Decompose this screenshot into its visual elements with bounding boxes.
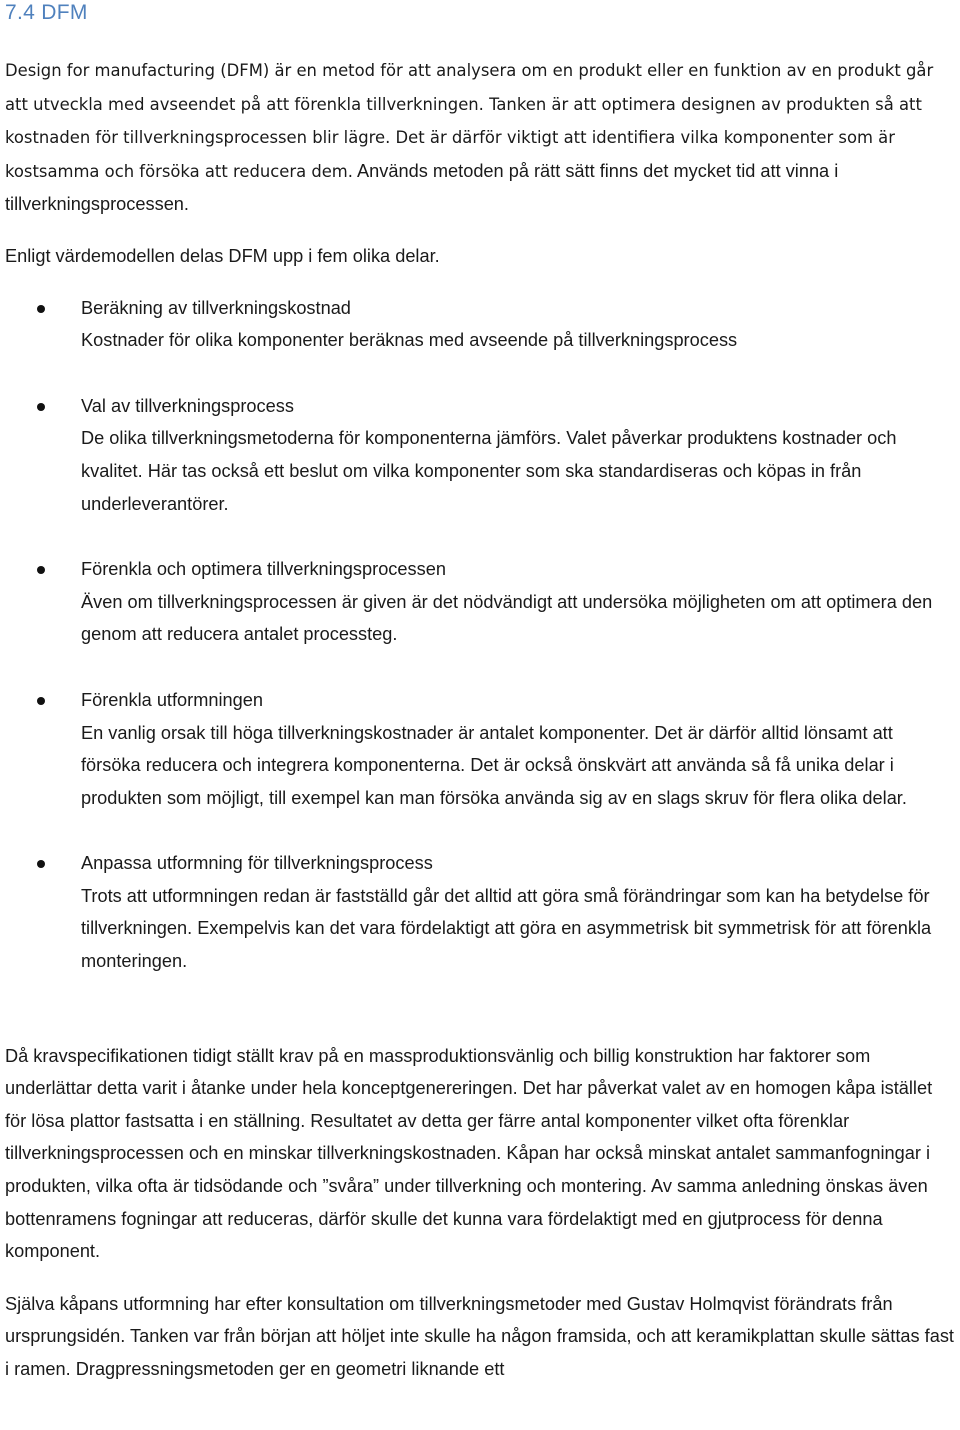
- body-paragraph-last: Själva kåpans utformning har efter konsultation om tillverkningsmetoder med Gustav Holmqvist förändrats från ursprungsidén. Tanken var från början att höljet inte skulle ha någon framsida, och att keramikplattan skulle sättas fast i ramen. Dragpressningsmetoden ger en geometri liknande ett: [5, 1293, 954, 1379]
- dfm-parts-list: [5, 292, 957, 978]
- list-item: [5, 847, 957, 977]
- list-item-description: En vanlig orsak till höga tillverkningskostnader är antalet komponenter. Det är därför alltid lönsamt att försöka reducera och integrera komponenterna. Det är också önskvärt att använda så få unika delar i produkten som möjligt, till exempel kan man försöka använda sig av en slags skruv för flera olika delar.: [81, 722, 907, 808]
- list-item-title: Beräkning av tillverkningskostnad: [81, 297, 351, 318]
- list-item-description: Även om tillverkningsprocessen är given är det nödvändigt att undersöka möjligheten om att optimera den genom att reducera antalet processteg.: [81, 591, 933, 645]
- list-item: [5, 390, 957, 520]
- intro-text-part1: Design for manufacturing (DFM) är en metod för att analysera om en produkt eller en funktion av en produkt går att utveckla med avseendet på att förenkla tillverkningen. Tanken är att optimera designen av produkten så att kostnaden för tillverkningsprocessen blir lägre. Det är därför viktigt att identifiera vilka komponenter som är kostsamma och försöka att reducera dem.: [5, 61, 934, 181]
- bullet-dot-icon: [37, 860, 45, 868]
- list-item-title: Val av tillverkningsprocess: [81, 395, 294, 416]
- list-item-title: Förenkla och optimera tillverkningsprocessen: [81, 559, 446, 580]
- list-item: [5, 292, 957, 357]
- bullet-dot-icon: [37, 566, 45, 574]
- list-item-title: Anpassa utformning för tillverkningsprocess: [81, 853, 433, 874]
- lead-paragraph: Enligt värdemodellen delas DFM upp i fem olika delar.: [5, 245, 440, 266]
- list-item-description: De olika tillverkningsmetoderna för komponenterna jämförs. Valet påverkar produktens kostnader och kvalitet. Här tas också ett beslut om vilka komponenter som ska standardiseras och köpas in från underleverantörer.: [81, 428, 897, 514]
- intro-text-part2: Används metoden på rätt sätt finns det mycket tid att vinna i tillverkningsprocessen.: [5, 160, 839, 215]
- list-item-description: Kostnader för olika komponenter beräknas med avseende på tillverkningsprocess: [81, 330, 738, 351]
- bullet-dot-icon: [37, 403, 45, 411]
- body-paragraph: Då kravspecifikationen tidigt ställt krav på en massproduktionsvänlig och billig konstruktion har faktorer som underlättar detta varit i åtanke under hela konceptgenereringen. Det har påverkat valet av en homogen kåpa istället för lösa plattor fastsatta i en ställning. Resultatet av detta ger färre antal komponenter vilket ofta förenklar tillverkningsprocessen och en minskar tillverkningskostnaden. Kåpan har också minskat antalet sammanfogningar i produkten, vilka ofta är tidsödande och ”svåra” under tillverkning och montering. Av samma anledning önskas även bottenramens fogningar att reduceras, därför skulle det kunna vara fördelaktigt med en gjutprocess för denna komponent.: [5, 1045, 933, 1262]
- bullet-dot-icon: [37, 305, 45, 313]
- document-page: [5, 0, 957, 1386]
- section-heading: 7.4 DFM: [5, 1, 88, 24]
- list-item: [5, 553, 957, 651]
- bullet-dot-icon: [37, 697, 45, 705]
- list-item-description: Trots att utformningen redan är fastställd går det alltid att göra små förändringar som kan ha betydelse för tillverkningen. Exempelvis kan det vara fördelaktigt att göra en asymmetrisk bit symmetrisk för att förenkla monteringen.: [81, 885, 932, 972]
- intro-paragraph: [5, 54, 957, 221]
- list-item: [5, 684, 957, 814]
- list-item-title: Förenkla utformningen: [81, 689, 263, 710]
